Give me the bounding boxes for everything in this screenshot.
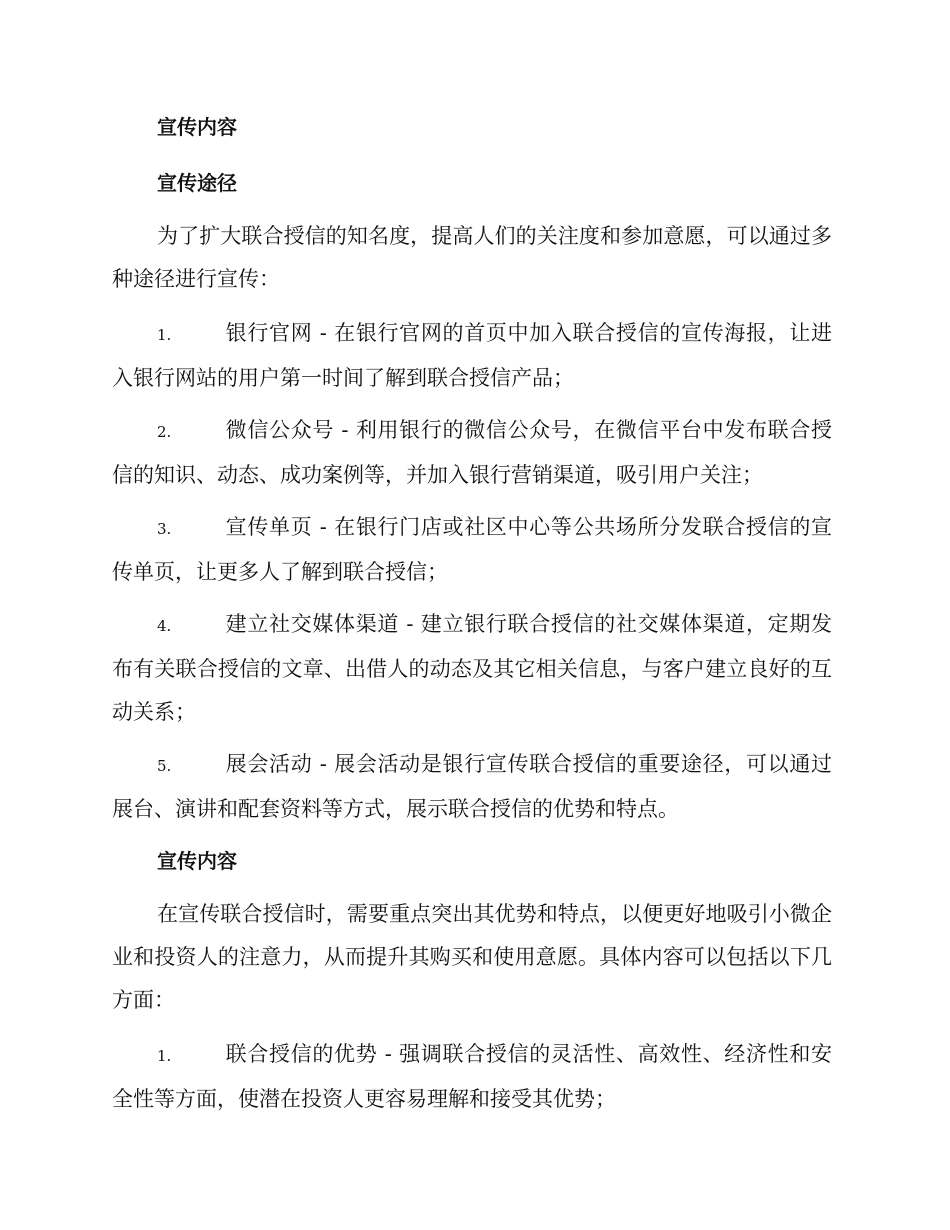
list-item <box>112 506 832 594</box>
list-item-number: 1. <box>157 326 172 344</box>
list-item-text: 联合授信的优势 - 强调联合授信的灵活性、高效性、经济性和安全性等方面，使潜在投资人更容易理解和接受其优势； <box>112 1042 832 1111</box>
list-item-text: 微信公众号 - 利用银行的微信公众号，在微信平台中发布联合授信的知识、动态、成功案例等，并加入银行营销渠道，吸引用户关注； <box>112 418 832 487</box>
list-item-number: 2. <box>157 423 172 441</box>
list-item <box>112 743 832 831</box>
list-item-number: 4. <box>157 617 172 635</box>
section-heading: 宣传途径 <box>157 171 237 195</box>
intro-paragraph: 为了扩大联合授信的知名度，提高人们的关注度和参加意愿，可以通过多种途径进行宣传： <box>112 224 832 291</box>
intro-paragraph: 在宣传联合授信时，需要重点突出其优势和特点，以便更好地吸引小微企业和投资人的注意力，从而提升其购买和使用意愿。具体内容可以包括以下几方面： <box>112 902 832 1012</box>
list-item-number: 5. <box>157 757 172 775</box>
list-item-text: 宣传单页 - 在银行门店或社区中心等公共场所分发联合授信的宣传单页，让更多人了解到联合授信； <box>112 515 832 584</box>
list-item <box>112 603 832 734</box>
list-item <box>112 1033 832 1121</box>
list-item-number: 1. <box>157 1047 172 1065</box>
list-item <box>112 312 832 400</box>
list-item <box>112 409 832 497</box>
list-item-text: 展会活动 - 展会活动是银行宣传联合授信的重要途径，可以通过展台、演讲和配套资料等方式，展示联合授信的优势和特点。 <box>112 752 832 821</box>
list-item-number: 3. <box>157 520 172 538</box>
list-item-text: 银行官网 - 在银行官网的首页中加入联合授信的宣传海报，让进入银行网站的用户第一时间了解到联合授信产品； <box>112 321 832 390</box>
section-heading: 宣传内容 <box>157 849 237 873</box>
section-heading: 宣传内容 <box>157 115 237 139</box>
list-item-text: 建立社交媒体渠道 - 建立银行联合授信的社交媒体渠道，定期发布有关联合授信的文章、出借人的动态及其它相关信息，与客户建立良好的互动关系； <box>112 612 832 724</box>
